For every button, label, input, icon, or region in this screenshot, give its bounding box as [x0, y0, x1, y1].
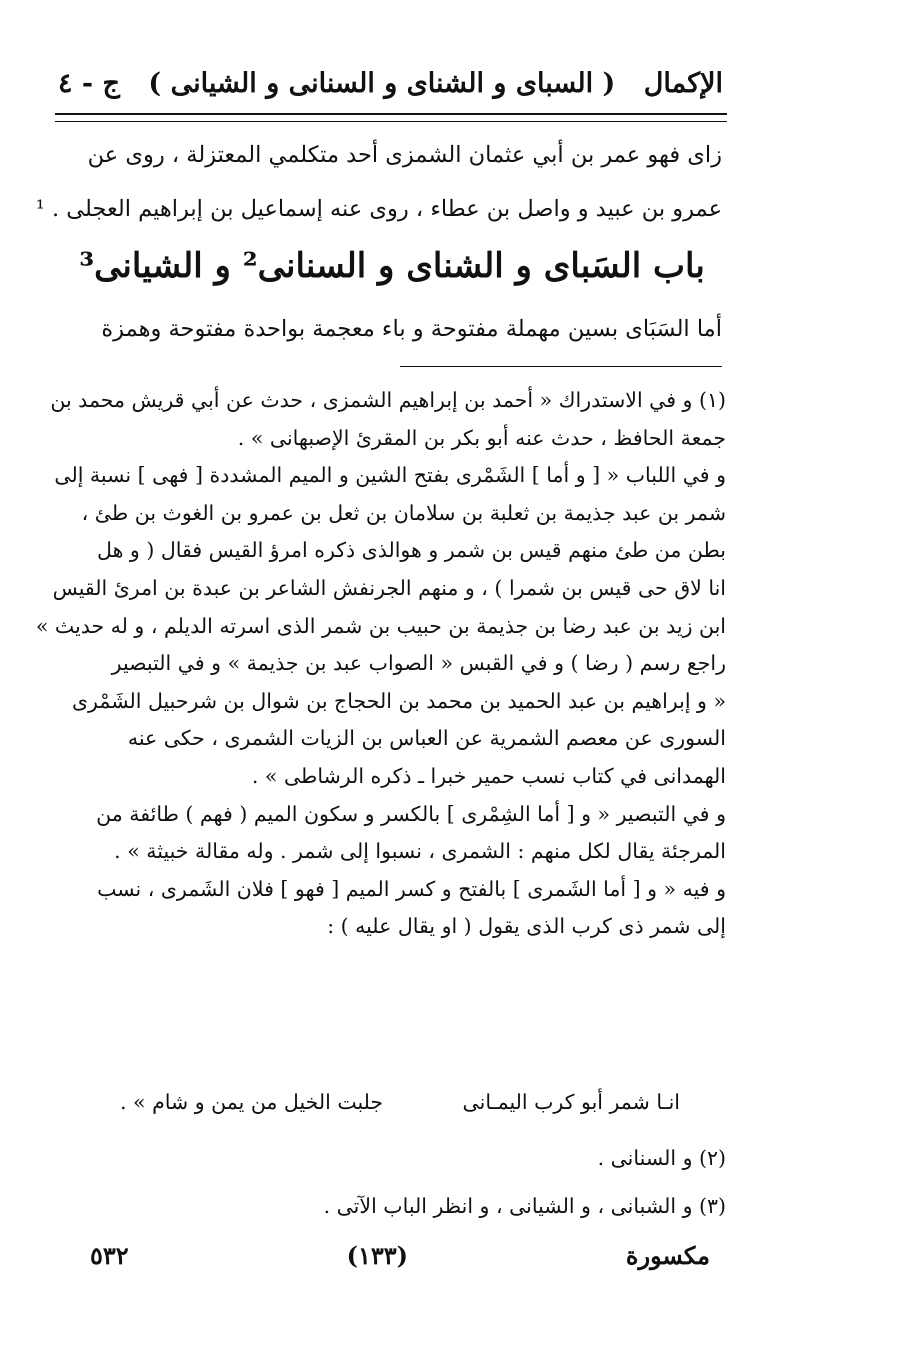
page-header — [58, 58, 723, 108]
footnote-line: بطن من طئ منهم قيس بن شمر و هوالذى ذكره امرؤ القيس فقال ( و هل — [97, 538, 726, 563]
footnote-2: (٢) و السنانى . — [597, 1146, 726, 1170]
footnote-line: إلى شمر ذى كرب الذى يقول ( او يقال عليه ) : — [327, 914, 726, 939]
footnote-line: جمعة الحافظ ، حدث عنه أبو بكر بن المقرئ الإصبهانى » . — [237, 425, 726, 450]
footer-catchword: مكسورة — [625, 1240, 710, 1270]
footnote-line: ابن زيد بن عبد رضا بن جذيمة بن حبيب بن شمر الذى اسرته الديلم ، و له حديث » — [35, 613, 726, 638]
footnotes-block — [35, 382, 726, 946]
page-footer — [90, 1235, 710, 1275]
footnote-3: (٣) و الشبانى ، و الشيانى ، و انظر الباب الآتى . — [323, 1194, 726, 1218]
header-rule — [55, 113, 727, 115]
header-rule-thin — [55, 121, 727, 122]
verse-first-hemistich: انـا شمر أبو كرب اليمـانى — [462, 1090, 680, 1114]
footnote-line: (١) و في الاستدراك « أحمد بن إبراهيم الشمزى ، حدث عن أبي قريش محمد بن — [50, 388, 726, 412]
header-chapter-title: ( السباى و الشناى و السنانى و الشيانى ) — [148, 67, 616, 99]
footnote-line: شمر بن عبد جذيمة بن ثعلبة بن سلامان بن ثعل بن عمرو بن الغوث بن طئ ، — [81, 500, 726, 525]
footnote-line: و فيه « و [ أما الشَمرى ] بالفتح و كسر الميم [ فهو ] فلان الشَمرى ، نسب — [97, 876, 726, 901]
verse-second-hemistich: جلبت الخيل من يمن و شام » . — [120, 1090, 384, 1114]
footnote-line: و في التبصير « و [ أما الشِمْرى ] بالكسر و سكون الميم ( فهم ) طائفة من — [96, 801, 726, 826]
chapter-heading: باب السَباى و الشناى و السنانى² و الشيانى³ — [79, 246, 705, 286]
footnote-line: السورى عن معصم الشمرية عن العباس بن الزيات الشمرى ، حكى عنه — [127, 726, 726, 751]
poem-verse — [120, 1090, 680, 1114]
header-book-title: الإكمال — [643, 67, 723, 99]
footer-folio-number: (١٣٣) — [346, 1240, 408, 1270]
intro-line-1: زاى فهو عمر بن أبي عثمان الشمزى أحد متكلمي المعتزلة ، روى عن — [87, 142, 722, 168]
footnote-line: راجع رسم ( رضا ) و في القبس « الصواب عبد بن جذيمة » و في التبصير — [111, 651, 726, 676]
footnote-line: المرجئة يقال لكل منهم : الشمرى ، نسبوا إلى شمر . وله مقالة خبيثة » . — [114, 839, 726, 864]
lead-line: أما السَبَاى بسين مهملة مفتوحة و باء معجمة بواحدة مفتوحة وهمزة — [101, 316, 722, 342]
footnote-line: انا لاق حى قيس بن شمرا ) ، و منهم الجرنفش الشاعر بن عبدة بن امرئ القيس — [52, 575, 726, 600]
footer-page-number: ٥٣٢ — [90, 1240, 129, 1270]
header-volume: ج - ٤ — [58, 67, 120, 99]
footnote-line: الهمدانى في كتاب نسب حمير خبرا ـ ذكره الرشاطى » . — [251, 763, 726, 788]
footnote-line: و في اللباب « [ و أما ] الشَمْرى بفتح الشين و الميم المشددة [ فهى ] نسبة إلى — [54, 463, 726, 488]
footnote-rule — [400, 366, 722, 367]
intro-line-2: عمرو بن عبيد و واصل بن عطاء ، روى عنه إسماعيل بن إبراهيم العجلى . ¹ — [35, 196, 722, 222]
footnote-line: « و إبراهيم بن عبد الحميد بن محمد بن الحجاج بن شوال بن شرحبيل الشَمْرى — [72, 688, 726, 713]
